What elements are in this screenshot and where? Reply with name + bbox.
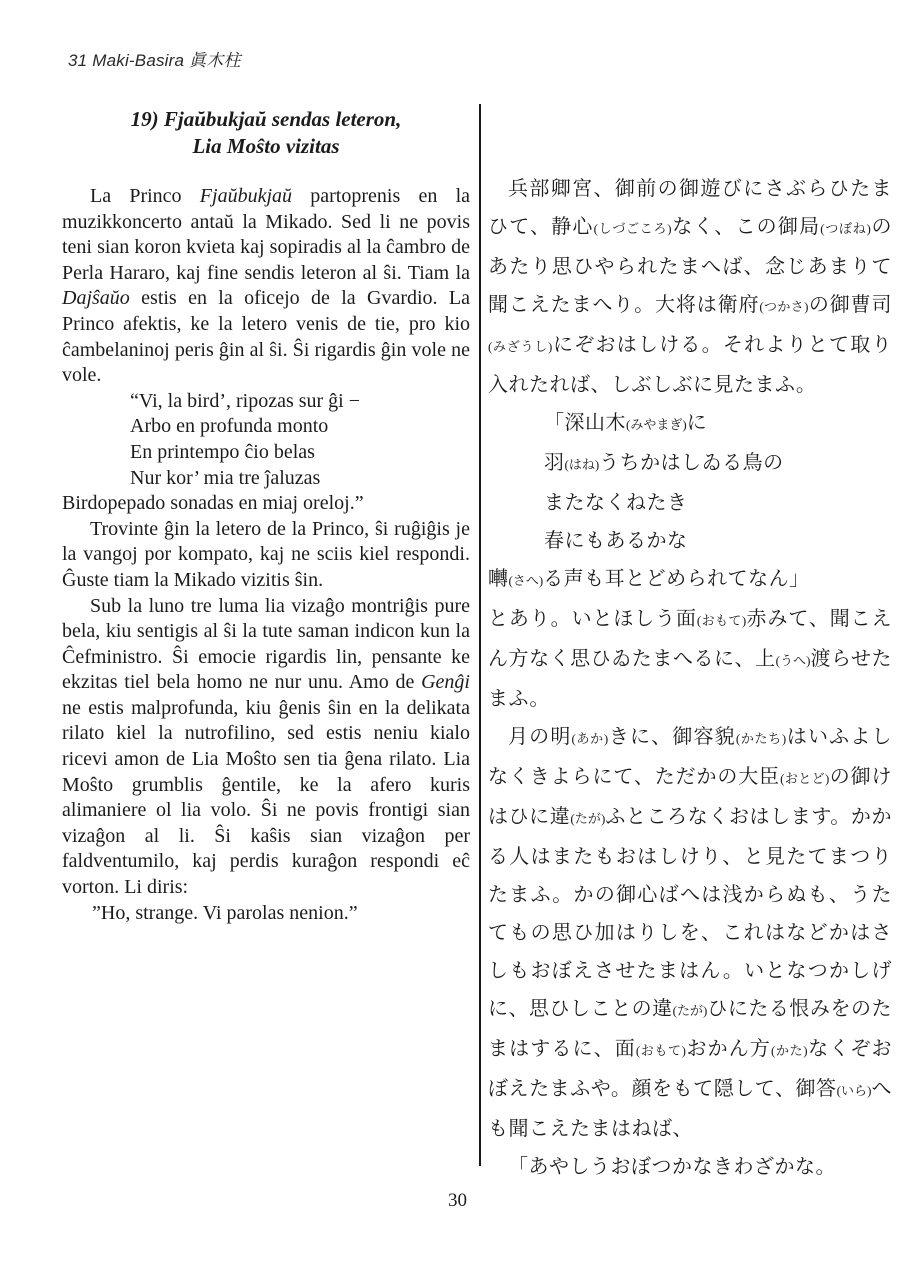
poem-line: Birdopepado sonadas en miaj oreloj.”: [62, 492, 364, 515]
poem-line: Arbo en profunda monto: [130, 415, 329, 438]
japanese-column: [488, 170, 892, 1186]
poem-line: 羽(はね)うちかはしゐる鳥の: [544, 452, 784, 474]
column-divider: [479, 104, 481, 1166]
paragraph: 兵部卿宮、御前の御遊びにさぶらひたまひて、静心(しづごころ)なく、この御局(つぼね)のあたり思ひやられたまへば、念じあまりて聞こえたまへり。大将は衛府(つかさ)の御曹司(みざうし)にぞおはしける。それよりとて取り入れたれば、しぶしぶに見たまふ。: [488, 178, 893, 396]
poem: [488, 404, 892, 600]
poem-line: またなくねたき: [544, 492, 688, 514]
paragraph: Trovinte ĝin la letero de la Princo, ŝi ruĝiĝis je la vangoj por kompato, kaj ne sciis kiel respondi. Ĝuste tiam la Mikado vizitis ŝin.: [62, 517, 470, 591]
paragraph: Sub la luno tre luma lia vizaĝo montriĝis pure bela, kiu sentigis al ŝi la tute saman indicon kun la Ĉefministro. Ŝi emocie rigardis lin, pensante ke ekzitas tiel bela homo ne nur unu. Amo de Genĝi ne estis malprofunda, kiu ĝenis ŝin en la delikata rilato kiel la nutrofilino, sed estis neniu kialo ricevi amon de Lia Moŝto sen tia ĝena rilato. Lia Moŝto grumblis ĝentile, ke la afero kuris alimaniere ol lia volo. Ŝi ne povis frontigi sian vizaĝon al li. Ŝi kaŝis sian vizaĝon per faldventumilo, kaj perdis kuraĝon respondi eĉ vorton. Li diris:: [62, 594, 470, 899]
section-title: [62, 106, 470, 160]
paragraph: とあり。いとほしう面(おもて)赤みて、聞こえん方なく思ひゐたまへるに、上(うへ)渡らせたまふ。: [488, 608, 892, 710]
poem: [62, 389, 470, 517]
poem-line: 囀(さへ)る声も耳とどめられてなん」: [488, 568, 810, 590]
paragraph: La Princo Fjaŭbukjaŭ partoprenis en la muzikkoncerto antaŭ la Mikado. Sed li ne povis teni sian koron kvieta kaj sopiradis al la ĉambro de Perla Hararo, kaj fine sendis leteron al ŝi. Tiam la Dajŝaŭo estis en la oficejo de la Gvardio. La Princo afektis, ke la letero venis de tie, pro kio ĉambelaninoj peris ĝin al ŝi. Ŝi rigardis ĝin vole ne vole.: [62, 185, 471, 387]
esperanto-column: [62, 106, 470, 926]
poem-line: En printempo ĉio belas: [130, 440, 315, 463]
section-title-line1: 19) Fjaŭbukjaŭ sendas leteron,: [130, 107, 402, 131]
running-header: 31 Maki-Basira 眞木柱: [68, 51, 241, 70]
section-title-line2: Lia Moŝto vizitas: [192, 134, 340, 158]
page-number: 30: [448, 1190, 467, 1211]
poem-line: “Vi, la bird’, ripozas sur ĝi −: [130, 389, 361, 412]
quote-line: ”Ho, strange. Vi parolas nenion.”: [92, 901, 358, 924]
poem-line: Nur kor’ mia tre ĵaluzas: [130, 466, 321, 489]
quote-line: 「あやしうおぼつかなきわざかな。: [508, 1156, 836, 1178]
poem-line: 春にもあるかな: [544, 530, 688, 552]
poem-line: 「深山木(みやまぎ)に: [544, 412, 708, 434]
paragraph: 月の明(あか)きに、御容貌(かたち)はいふよしなくきよらにて、ただかの大臣(おとど)の御けはひに違(たが)ふところなくおはします。かかる人はまたもおはしけり、と見たてまつりたまふ。かの御心ばへは浅からぬも、うたてもの思ひ加はりしを、これはなどかはさしもおぼえさせたまはん。いとなつかしげに、思ひしことの違(たが)ひにたる恨みをのたまはするに、面(おもて)おかん方(かた)なくぞおぼえたまふや。顔をもて隠して、御答(いら)へも聞こえたまはねば、: [488, 726, 893, 1140]
